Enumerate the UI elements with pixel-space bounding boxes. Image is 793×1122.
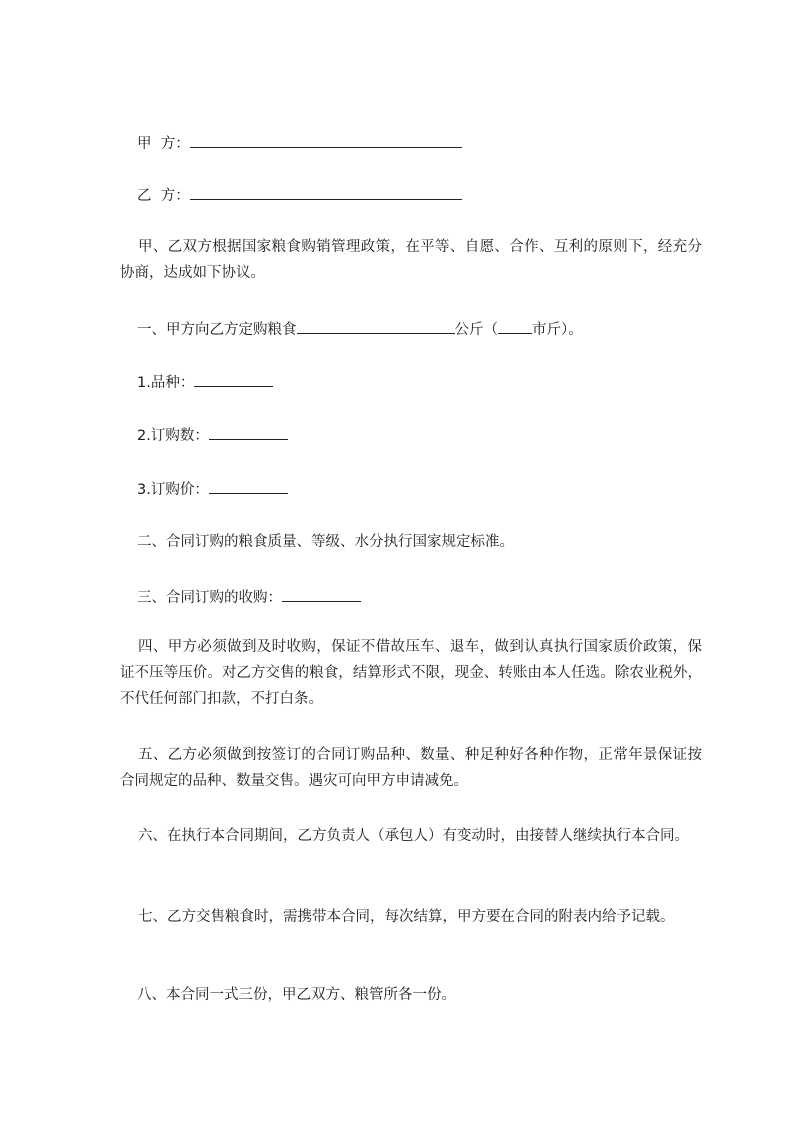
clause-1-suffix: 市斤）。 (532, 322, 583, 338)
clause-1-unit: 公斤（ (454, 322, 498, 338)
item-quantity (137, 424, 288, 446)
clause-4: 四、甲方必须做到及时收购，保证不借故压车、退车，做到认真执行国家质价政策，保证不压等压价。对乙方交售的粮食，结算形式不限，现金、转账由本人任选。除农业税外，不代任何部门扣款，不打白条。 (120, 639, 702, 707)
party-b-label: 乙 方： (137, 188, 190, 204)
item-price-blank[interactable] (209, 478, 288, 494)
party-a-blank[interactable] (190, 132, 462, 148)
quantity-jin-blank[interactable] (498, 318, 532, 334)
clause-1-prefix: 一、甲方向乙方定购粮食 (137, 322, 297, 338)
item-quantity-label: 2.订购数： (137, 428, 209, 444)
party-a-label: 甲 方： (137, 136, 190, 152)
clause-8: 八、本合同一式三份，甲乙双方、粮管所各一份。 (137, 987, 456, 1003)
item-price (137, 478, 288, 500)
clause-3-label: 三、合同订购的收购： (137, 590, 282, 606)
party-a-line (137, 132, 462, 154)
quantity-kg-blank[interactable] (297, 318, 455, 334)
clause-7: 七、乙方交售粮食时，需携带本合同，每次结算，甲方要在合同的附表内给予记载。 (138, 909, 675, 925)
item-variety (137, 371, 273, 393)
item-price-label: 3.订购价： (137, 482, 209, 498)
party-b-line (137, 184, 462, 206)
item-variety-blank[interactable] (194, 371, 273, 387)
clause-3 (137, 586, 361, 608)
clause-2: 二、合同订购的粮食质量、等级、水分执行国家规定标准。 (137, 534, 514, 550)
clause-5: 五、乙方必须做到按签订的合同订购品种、数量、种足种好各种作物，正常年景保证按合同规定的品种、数量交售。遇灾可向甲方申请减免。 (120, 747, 702, 789)
clause-1 (137, 318, 583, 340)
party-b-blank[interactable] (190, 184, 462, 200)
intro-paragraph: 甲、乙双方根据国家粮食购销管理政策，在平等、自愿、合作、互利的原则下，经充分协商，达成如下协议。 (120, 239, 702, 281)
item-quantity-blank[interactable] (209, 424, 288, 440)
clause-3-blank[interactable] (282, 586, 361, 602)
clause-6: 六、在执行本合同期间，乙方负责人（承包人）有变动时，由接替人继续执行本合同。 (138, 828, 689, 844)
item-variety-label: 1.品种： (137, 375, 195, 391)
